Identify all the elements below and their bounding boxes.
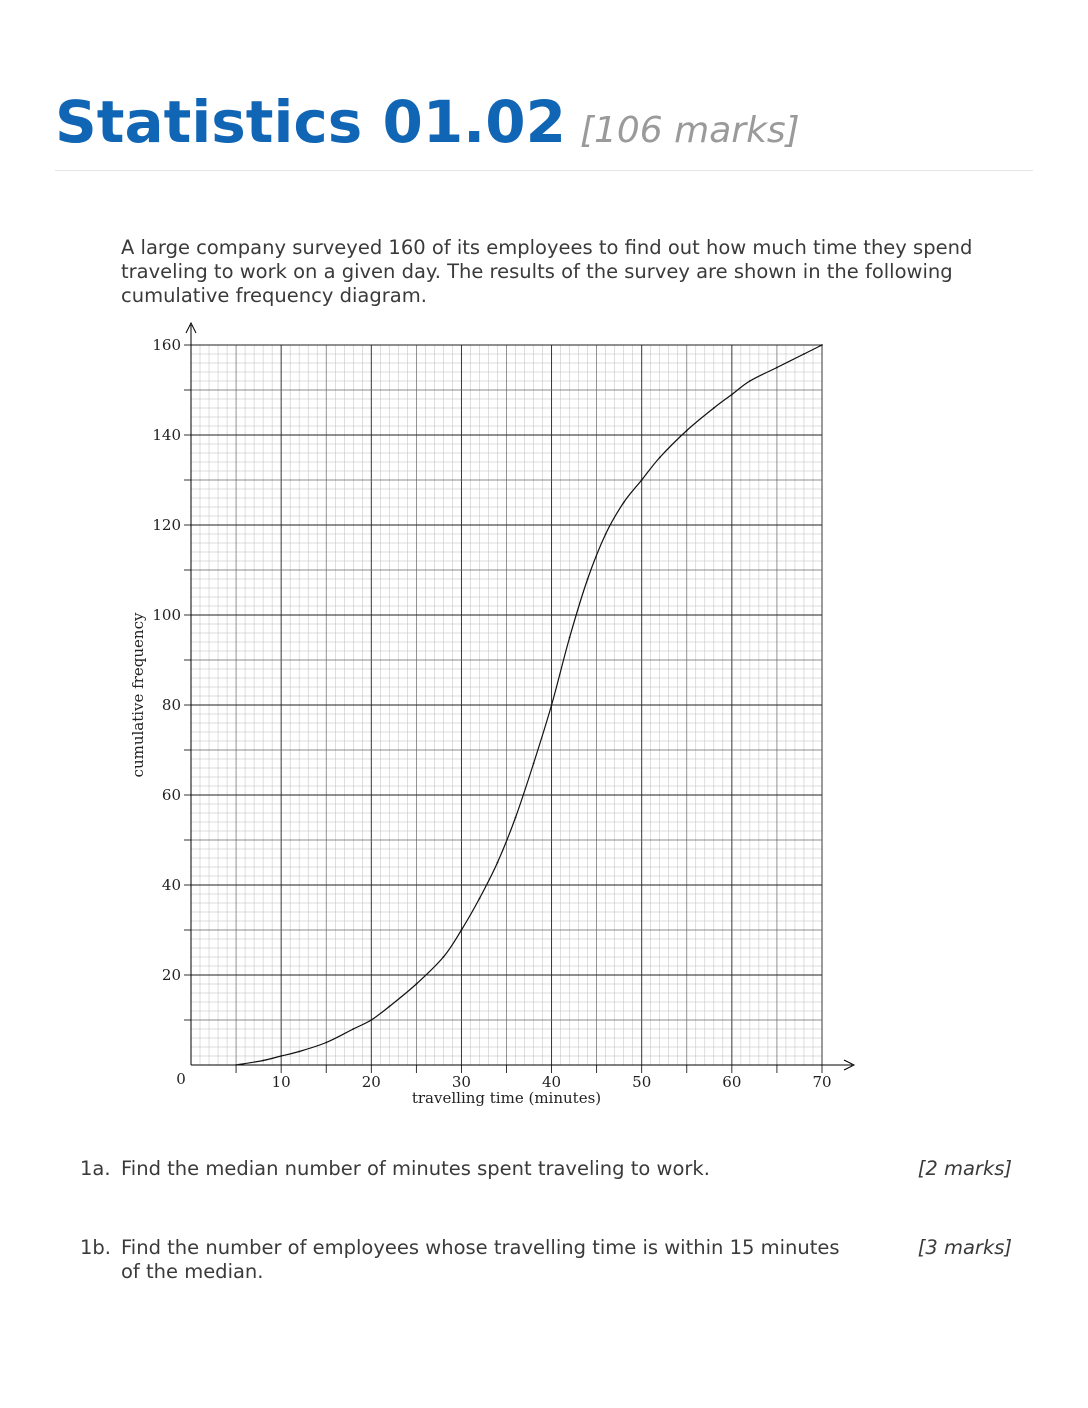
question-number: 1b. xyxy=(80,1236,111,1259)
y-axis-label: cumulative frequency xyxy=(129,612,147,778)
data-point xyxy=(533,763,535,765)
data-point xyxy=(497,862,499,864)
x-tick-label: 50 xyxy=(632,1073,652,1091)
data-point xyxy=(235,1064,237,1066)
data-point xyxy=(569,637,571,639)
chart-axes xyxy=(184,323,854,1073)
data-point xyxy=(262,1060,264,1062)
y-tick-label: 140 xyxy=(152,426,181,444)
y-tick-label: 100 xyxy=(152,606,181,624)
data-point xyxy=(776,367,778,369)
x-tick-label: 70 xyxy=(812,1073,832,1091)
data-point xyxy=(325,1042,327,1044)
data-point xyxy=(370,1019,372,1021)
x-tick-label: 30 xyxy=(451,1073,471,1091)
question-1a xyxy=(80,1157,1012,1181)
question-marks: [2 marks] xyxy=(917,1157,1012,1180)
total-marks: [106 marks] xyxy=(579,110,800,151)
origin-label: 0 xyxy=(176,1070,186,1088)
x-tick-label: 40 xyxy=(542,1073,562,1091)
question-1b xyxy=(80,1236,1012,1284)
data-point xyxy=(388,1006,390,1008)
data-point xyxy=(479,898,481,900)
data-point xyxy=(821,344,823,346)
data-point xyxy=(605,533,607,535)
y-tick-label: 20 xyxy=(161,966,181,984)
data-point xyxy=(623,502,625,504)
question-text: Find the median number of minutes spent traveling to work. xyxy=(121,1157,710,1180)
header-divider xyxy=(55,170,1033,171)
question-intro: A large company surveyed 160 of its employees to find out how much time they spend traveling to work on a given day. The results of the survey are shown in the following cumulative frequency diagram. xyxy=(121,236,973,307)
y-tick-label: 40 xyxy=(161,876,181,894)
data-point xyxy=(803,353,805,355)
data-point xyxy=(749,380,751,382)
data-point xyxy=(713,407,715,409)
y-tick-label: 120 xyxy=(152,516,181,534)
data-point xyxy=(731,394,733,396)
cumulative-frequency-chart xyxy=(120,318,860,1118)
y-tick-label: 80 xyxy=(161,696,181,714)
data-point xyxy=(352,1028,354,1030)
data-point xyxy=(641,479,643,481)
data-point xyxy=(659,457,661,459)
x-tick-label: 10 xyxy=(271,1073,291,1091)
data-point xyxy=(515,817,517,819)
data-point xyxy=(686,430,688,432)
y-tick-label: 60 xyxy=(161,786,181,804)
data-point xyxy=(280,1055,282,1057)
data-point xyxy=(298,1051,300,1053)
data-point xyxy=(415,983,417,985)
x-tick-label: 20 xyxy=(361,1073,381,1091)
data-point xyxy=(461,929,463,931)
page-header xyxy=(55,88,800,156)
data-point xyxy=(551,704,553,706)
data-point xyxy=(587,578,589,580)
x-axis-label: travelling time (minutes) xyxy=(411,1089,602,1107)
y-tick-label: 160 xyxy=(152,336,181,354)
question-number: 1a. xyxy=(80,1157,111,1180)
data-point xyxy=(443,956,445,958)
question-text: Find the number of employees whose travelling time is within 15 minutes of the median. xyxy=(121,1236,840,1283)
x-tick-label: 60 xyxy=(722,1073,742,1091)
question-marks: [3 marks] xyxy=(917,1236,1012,1259)
page-title: Statistics 01.02 xyxy=(55,88,566,156)
